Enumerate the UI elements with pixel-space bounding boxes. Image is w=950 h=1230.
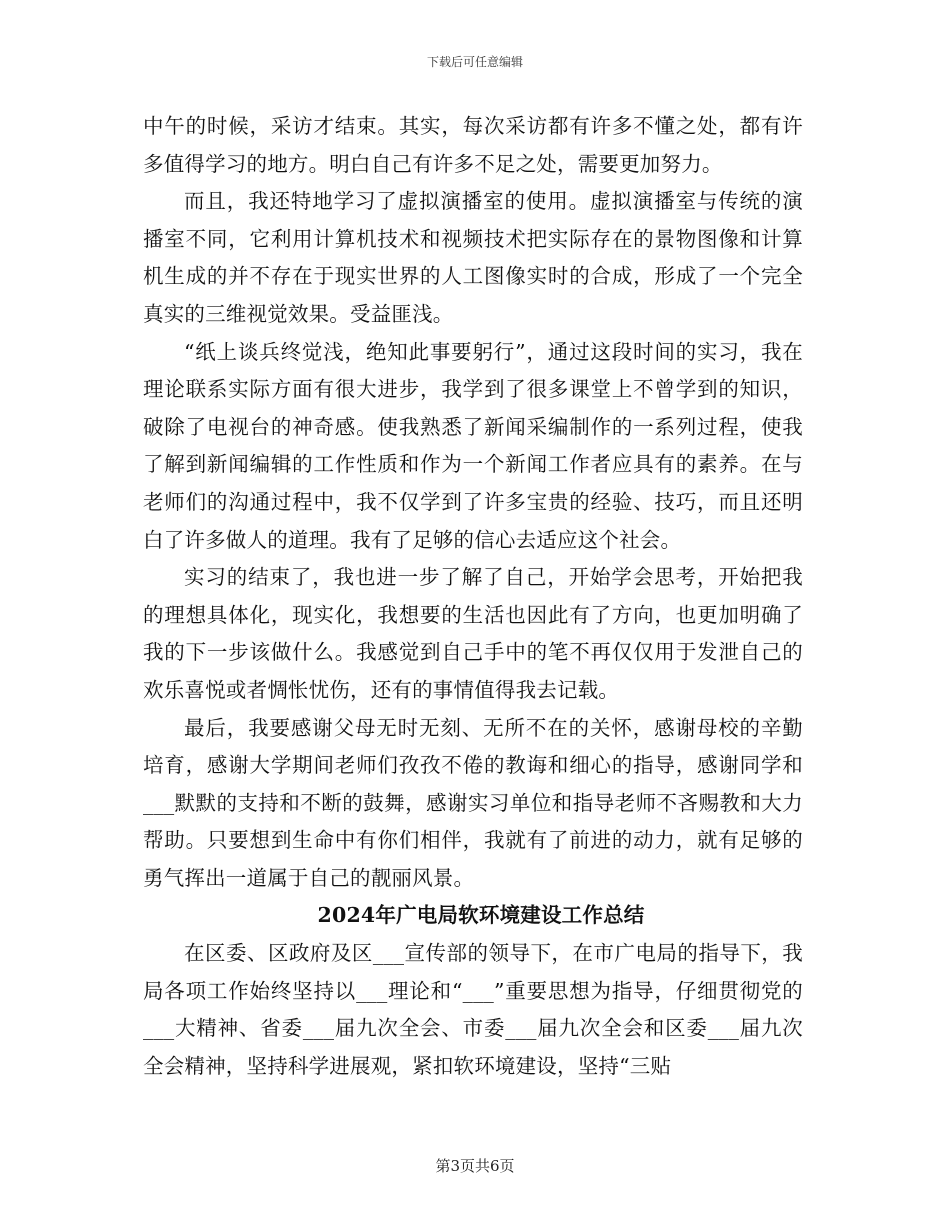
paragraph-summary-intro: 在区委、区政府及区___宣传部的领导下，在市广电局的指导下，我局各项工作始终坚持以___理论和“___”重要思想为指导，仔细贯彻党的___大精神、省委___届九次全会、市委___届九次全会和区委___届九次全会精神，坚持科学进展观，紧扣软环境建设，坚持“三贴 <box>143 941 803 1078</box>
paragraph-self-reflection: 实习的结束了，我也进一步了解了自己，开始学会思考，开始把我的理想具体化，现实化，我想要的生活也因此有了方向，也更加明确了我的下一步该做什么。我感觉到自己手中的笔不再仅仅用于发泄自己的欢乐喜悦或者惆怅忧伤，还有的事情值得我去记载。 <box>143 565 803 702</box>
header-note: 下载后可任意编辑 <box>426 55 523 69</box>
paragraph-practice-gains: “纸上谈兵终觉浅，绝知此事要躬行”，通过这段时间的实习，我在理论联系实际方面有很大进步，我学到了很多课堂上不曾学到的知识，破除了电视台的神奇感。使我熟悉了新闻采编制作的一系列过程，使我了解到新闻编辑的工作性质和作为一个新闻工作者应具有的素养。在与老师们的沟通过程中，我不仅学到了许多宝贵的经验、技巧，而且还明白了许多做人的道理。我有了足够的信心去适应这个社会。 <box>143 339 803 552</box>
document-body <box>143 108 803 1085</box>
paragraph-interview-end: 中午的时候，采访才结束。其实，每次采访都有许多不懂之处，都有许多值得学习的地方。明白自己有许多不足之处，需要更加努力。 <box>143 114 803 176</box>
page-number: 第3页共6页 <box>435 1157 515 1175</box>
section-title: 2024年广电局软环境建设工作总结 <box>317 903 645 928</box>
paragraph-acknowledgements: 最后，我要感谢父母无时无刻、无所不在的关怀，感谢母校的辛勤培育，感谢大学期间老师们孜孜不倦的教诲和细心的指导，感谢同学和___默默的支持和不断的鼓舞，感谢实习单位和指导老师不吝赐教和大力帮助。只要想到生命中有你们相伴，我就有了前进的动力，就有足够的勇气挥出一道属于自己的靓丽风景。 <box>143 715 803 890</box>
paragraph-virtual-studio: 而且，我还特地学习了虚拟演播室的使用。虚拟演播室与传统的演播室不同，它利用计算机技术和视频技术把实际存在的景物图像和计算机生成的并不存在于现实世界的人工图像实时的合成，形成了一个完全真实的三维视觉效果。受益匪浅。 <box>143 189 803 326</box>
